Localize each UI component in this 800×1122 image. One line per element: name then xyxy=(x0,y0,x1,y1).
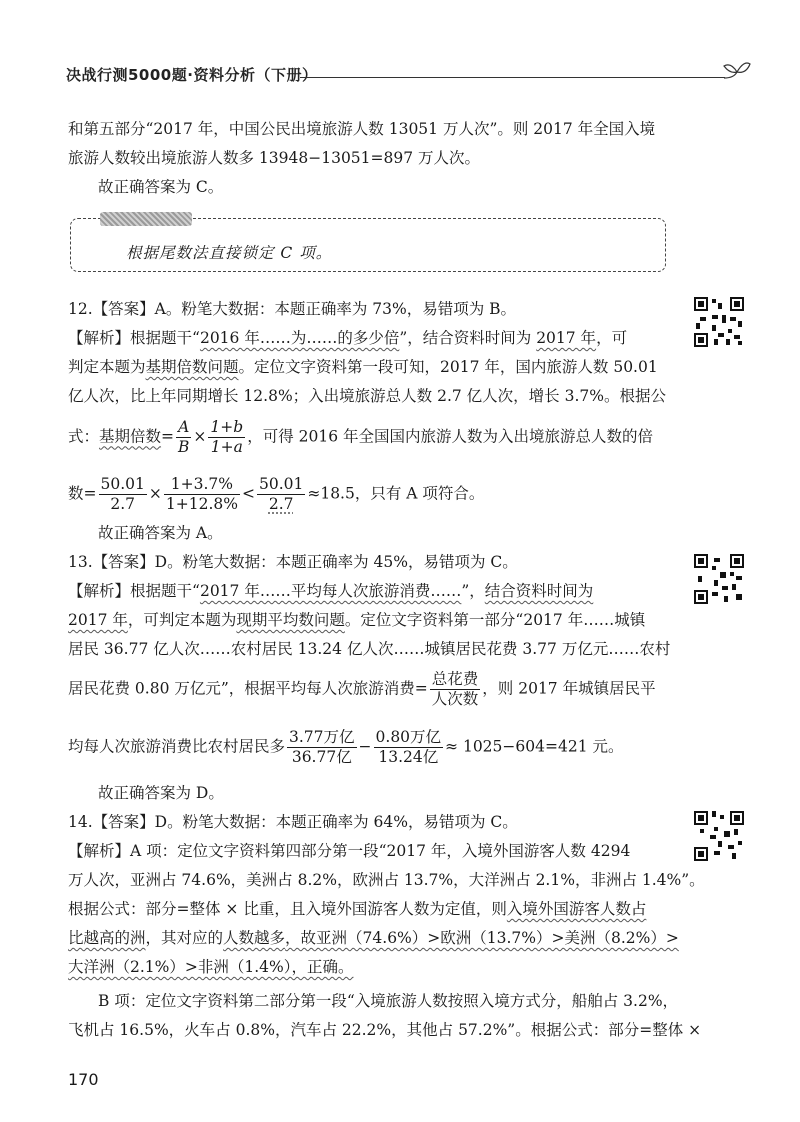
page-number: 170 xyxy=(68,1070,99,1089)
conclusion: 故正确答案为 D。 xyxy=(98,784,224,802)
tip-text: 根据尾数法直接锁定 C 项。 xyxy=(126,244,333,262)
analysis-line: 飞机占 16.5%，火车占 0.8%，汽车占 22.2%，其他占 57.2%”。根据公式：部分=整体 × xyxy=(68,1021,702,1039)
analysis-line: 亿人次，比上年同期增长 12.8%；入出境旅游总人数 2.7 亿人次，增长 3.7%。根据公 xyxy=(68,387,666,405)
header-rule xyxy=(300,77,725,78)
qr-code-icon[interactable] xyxy=(694,811,744,861)
analysis-line: 万人次，亚洲占 74.6%，美洲占 8.2%，欧洲占 13.7%，大洋洲占 2.1%，非洲占 1.4%”。 xyxy=(68,871,705,889)
conclusion: 故正确答案为 A。 xyxy=(98,524,223,542)
analysis-line: 大洋洲（2.1%）>非洲（1.4%），正确。 xyxy=(68,958,354,976)
analysis-line: 【解析】A 项：定位文字资料第四部分第一段“2017 年，入境外国游客人数 4294 xyxy=(68,842,631,860)
analysis-line: 比越高的洲，其对应的人数越多，故亚洲（74.6%）>欧洲（13.7%）>美洲（8.2%）> xyxy=(68,929,679,947)
answer-header-q14: 14.【答案】D。粉笔大数据：本题正确率为 64%，易错项为 C。 xyxy=(68,813,518,831)
analysis-line: 居民 36.77 亿人次……农村居民 13.24 亿人次……城镇居民花费 3.77 万亿元……农村 xyxy=(68,640,671,658)
analysis-line: 根据公式：部分=整体 × 比重，且入境外国游客人数为定值，则入境外国游客人数占 xyxy=(68,900,647,918)
analysis-line: 2017 年，可判定本题为现期平均数问题。定位文字资料第一部分“2017 年……城镇 xyxy=(68,611,646,629)
intro-conclusion: 故正确答案为 C。 xyxy=(98,178,224,196)
analysis-line: 判定本题为基期倍数问题。定位文字资料第一段可知，2017 年，国内旅游人数 50.01 xyxy=(68,358,658,376)
answer-header-q12: 12.【答案】A。粉笔大数据：本题正确率为 73%，易错项为 B。 xyxy=(68,300,517,318)
answer-header-q13: 13.【答案】D。粉笔大数据：本题正确率为 45%，易错项为 C。 xyxy=(68,553,518,571)
book-title: 决战行测5000题·资料分析（下册） xyxy=(66,66,318,84)
qr-code-icon[interactable] xyxy=(694,554,744,604)
analysis-line: 【解析】根据题干“2016 年……为……的多少倍”，结合资料时间为 2017 年，可 xyxy=(68,329,628,347)
intro-line: 旅游人数较出境旅游人数多 13948−13051=897 万人次。 xyxy=(68,149,481,167)
analysis-line: B 项：定位文字资料第二部分第一段“入境旅游人数按照入境方式分，船舶占 3.2%， xyxy=(98,992,679,1010)
sprout-icon xyxy=(722,58,752,86)
qr-code-icon[interactable] xyxy=(694,297,744,347)
tip-tag-graphic xyxy=(100,212,192,226)
formula-line: 均每人次旅游消费比农村居民多 $\frac{\text{3.77万亿}}{\text{36.77亿}}$ − $\frac{\text{0.80万亿}}{\text{13.24亿}}$ ≈ 1025−604=421 元。 xyxy=(68,728,624,766)
formula-line: 数= $\frac{50.01}{2.7}$ × $\frac{1+3.7\%}{1+12.8\%}$ < $\frac{50.01}{2.7}$ ≈18.5，只有 A 项符合。 xyxy=(68,475,485,513)
analysis-line: 【解析】根据题干“2017 年……平均每人次旅游消费……”，结合资料时间为 xyxy=(68,582,594,600)
formula-line: 居民花费 0.80 万亿元”，根据平均每人次旅游消费= $\frac{\text{总花费}}{\text{人次数}}$ ，则 2017 年城镇居民平 xyxy=(68,670,656,708)
formula-line: 式：基期倍数= $\frac{A}{B}$ × $\frac{1+b}{1+a}$ ，可得 2016 年全国国内旅游人数为入出境旅游总人数的倍 xyxy=(68,418,654,456)
intro-line: 和第五部分“2017 年，中国公民出境旅游人数 13051 万人次”。则 2017 年全国入境 xyxy=(68,120,656,138)
